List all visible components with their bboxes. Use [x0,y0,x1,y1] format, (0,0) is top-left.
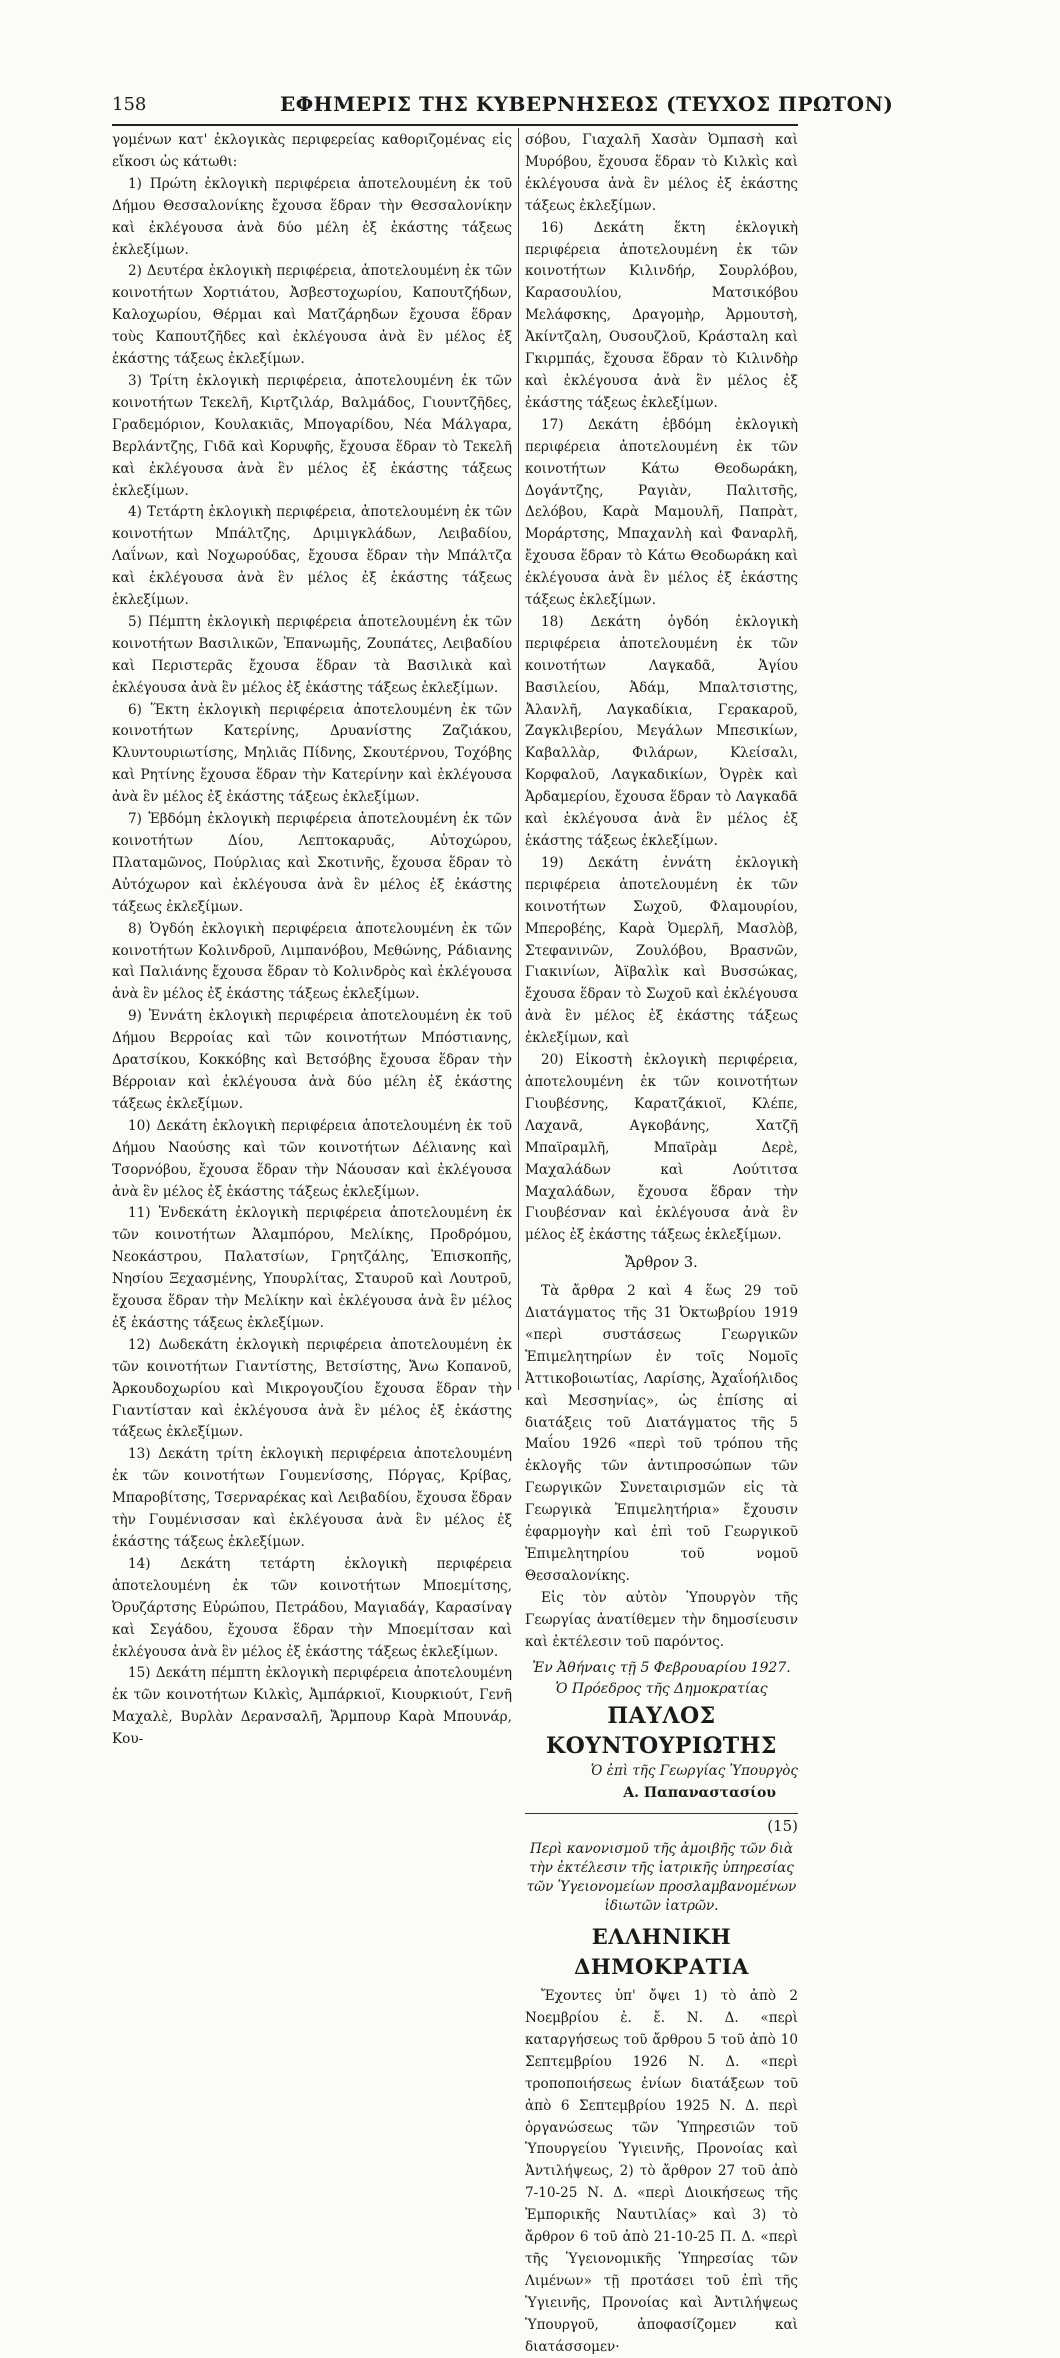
paragraph: 19) Δεκάτη ἐννάτη ἐκλογικὴ περιφέρεια ἀποτελουμένη ἐκ τῶν κοινοτήτων Σωχοῦ, Φλαμουρίου, Μπεροβέης, Καρὰ Ὀμερλῆ, Μασλὸβ, Στεφανινῶν, Ζουλόβου, Βρασνῶν, Γιακινίων, Ἀϊβαλὶκ καὶ Βυσσώκας, ἔχουσα ἕδραν τὸ Σωχοῦ καὶ ἐκλέγουσα ἀνὰ ἓν μέλος ἐξ ἑκάστης τάξεως ἐκλεξίμων, καὶ [525,854,798,1047]
paragraph: 2) Δευτέρα ἐκλογικὴ περιφέρεια, ἀποτελουμένη ἐκ τῶν κοινοτήτων Χορτιάτου, Ἀσβεστοχωρίου, Καπουτζήδων, Καλοχωρίου, Θέρμαι καὶ Ματζάρηδων ἔχουσα ἕδραν τοὺς Καπουτζῆδες καὶ ἐκλέγουσα ἀνὰ ἓν μέλος ἐξ ἑκάστης τάξεως ἐκλεξίμων. [112,263,512,368]
header-rule [112,124,798,126]
paragraph: 16) Δεκάτη ἕκτη ἐκλογικὴ περιφέρεια ἀποτελουμένη ἐκ τῶν κοινοτήτων Κιλινδήρ, Σουρλόβου, Καρασουλίου, Ματσικόβου Μελάφσκης, Δραγομὴρ, Ἀρμουτσὴ, Ἀκίντζαλη, Ουσουζλοῦ, Κράσταλη καὶ Γκιρμπάς, ἔχουσα ἕδραν τὸ Κιλινδὴρ καὶ ἐκλέγουσα ἀνὰ ἓν μέλος ἐξ ἑκάστης τάξεως ἐκλεξίμων. [525,219,798,411]
paragraph: 15) Δεκάτη πέμπτη ἐκλογικὴ περιφέρεια ἀποτελουμένη ἐκ τῶν κοινοτήτων Κιλκὶς, Ἀμπάρκιοϊ, Κιουρκιούτ, Γενῆ Μαχαλὲ, Βυρλὰν Δερανσαλῆ, Ἄρμπουρ Καρὰ Μπουνάρ, Κου- [112,1665,512,1748]
decree-number: (15) [767,1817,798,1836]
minister-name: Α. Παπαναστασίου [623,1785,776,1802]
preamble: Ἔχοντες ὑπ' ὄψει 1) τὸ ἀπὸ 2 Νοεμβρίου ἐ. ἔ. Ν. Δ. «περὶ καταργήσεως τοῦ ἄρθρου 5 τοῦ ἀπὸ 10 Σεπτεμβρίου 1926 Ν. Δ. «περὶ τροποποιήσεως ἐνίων διατάξεων τοῦ ἀπὸ 6 Σεπτεμβρίου 1925 Ν. Δ. περὶ ὀργανώσεως τῶν Ὑπηρεσιῶν τοῦ Ὑπουργείου Ὑγιεινῆς, Προνοίας καὶ Ἀντιλήψεως, 2) τὸ ἄρθρον 27 τοῦ ἀπὸ 7-10-25 Ν. Δ. «περὶ Διοικήσεως τῆς Ἐμπορικῆς Ναυτιλίας» καὶ 3) τὸ ἄρθρον 6 τοῦ ἀπὸ 21-10-25 Π. Δ. «περὶ τῆς Ὑγειονομικῆς Ὑπηρεσίας τῶν Λιμένων» τῇ προτάσει τοῦ ἐπὶ τῆς Ὑγιεινῆς, Προνοίας καὶ Ἀντιλήψεως Ὑπουργοῦ, ἀποφασίζομεν καὶ διατάσσομεν· [525,1988,798,2355]
paragraph: 1) Πρώτη ἐκλογικὴ περιφέρεια ἀποτελουμένη ἐκ τοῦ Δήμου Θεσσαλονίκης ἔχουσα ἕδραν τὴν Θεσσαλονίκην καὶ ἐκλέγουσα ἀνὰ δύο μέλη ἐξ ἑκάστης τάξεως ἐκλεξίμων. [112,175,512,258]
paragraph: 14) Δεκάτη τετάρτη ἐκλογικὴ περιφέρεια ἀποτελουμένη ἐκ τῶν κοινοτήτων Μποεμίτσης, Ὀρυζάρτσης Εὐρώπου, Πετράδου, Μαγιαδάγ, Καρασίναγ καὶ Σεγάδου, ἔχουσα ἕδραν τὴν Μποεμίτσαν καὶ ἐκλέγουσα ἀνὰ ἓν μέλος ἐξ ἑκάστης τάξεως ἐκλεξίμων. [112,1555,512,1660]
paragraph: 8) Ὀγδόη ἐκλογικὴ περιφέρεια ἀποτελουμένη ἐκ τῶν κοινοτήτων Κολινδροῦ, Λιμπανόβου, Μεθώνης, Ράδιανης καὶ Παλιάνης ἔχουσα ἕδραν τὸ Κολινδρὸς καὶ ἐκλέγουσα ἀνὰ ἓν μέλος ἐξ ἑκάστης τάξεως ἐκλεξίμων. [112,920,512,1003]
assignment-text: Εἰς τὸν αὐτὸν Ὑπουργὸν τῆς Γεωργίας ἀνατίθεμεν τὴν δημοσίευσιν καὶ ἐκτέλεσιν τοῦ παρόντος. [525,1589,798,1650]
decree-subject: Περὶ κανονισμοῦ τῆς ἀμοιβῆς τῶν διὰ τὴν ἐκτέλεσιν τῆς ἰατρικῆς ὑπηρεσίας τῶν Ὑγειονομείων προσλαμβανομένων ἰδιωτῶν ἰατρῶν. [526,1841,797,1915]
paragraph: 12) Δωδεκάτη ἐκλογικὴ περιφέρεια ἀποτελουμένη ἐκ τῶν κοινοτήτων Γιαντίστης, Βετσίστης, Ἄνω Κοπανοῦ, Ἀρκουδοχωρίου καὶ Μικρογουζίου ἔχουσα ἕδραν τὴν Γιαντίσταν καὶ ἐκλέγουσα ἀνὰ ἓν μέλος ἐξ ἑκάστης τάξεως ἐκλεξίμων. [112,1336,512,1441]
right-column [525,130,798,2358]
paragraph: 13) Δεκάτη τρίτη ἐκλογικὴ περιφέρεια ἀποτελουμένη ἐκ τῶν κοινοτήτων Γουμενίσσης, Πόργας, Κρίβας, Μπαροβίτσης, Τσερναρέκας καὶ Λειβαδίου, ἔχουσα ἕδραν τὴν Γουμένισσαν καὶ ἐκλέγουσα ἀνὰ ἓν μέλος ἐξ ἑκάστης τάξεως ἐκλεξίμων. [112,1446,512,1550]
paragraph: 9) Ἐννάτη ἐκλογικὴ περιφέρεια ἀποτελουμένη ἐκ τοῦ Δήμου Βερροίας καὶ τῶν κοινοτήτων Μπόστιανης, Δρατσίκου, Κοκκόβης καὶ Βετσόβης ἔχουσα ἕδραν τὴν Βέρροιαν καὶ ἐκλέγουσα ἀνὰ δύο μέλη ἐξ ἑκάστης τάξεως ἐκλεξίμων. [112,1008,512,1112]
paragraph: σόβου, Γιαχαλῆ Χασὰν Ὀμπασὴ καὶ Μυρόβου, ἔχουσα ἕδραν τὸ Κιλκὶς καὶ ἐκλέγουσα ἀνὰ ἓν μέλος ἐξ ἑκάστης τάξεως ἐκλεξίμων. [525,132,798,214]
paragraph: 20) Εἰκοστὴ ἐκλογικὴ περιφέρεια, ἀποτελουμένη ἐκ τῶν κοινοτήτων Γιουβέσνης, Καρατζάκιοϊ, Κλέπε, Λαχανᾶ, Αγκοβάνης, Χατζῆ Μπαϊραμλῆ, Μπαϊρὰμ Δερὲ, Μαχαλάδων καὶ Λούτιτσα Μαχαλάδων, ἔχουσα ἕδραν τὴν Γιουβέσναν καὶ ἐκλέγουσα ἀνὰ ἓν μέλος ἐξ ἑκάστης τάξεως ἐκλεξίμων. [525,1052,798,1244]
president-title: Ὁ Πρόεδρος τῆς Δημοκρατίας [555,1681,768,1698]
article-heading: Ἄρθρον 3. [625,1255,698,1272]
paragraph: 7) Ἑβδόμη ἐκλογικὴ περιφέρεια ἀποτελουμένη ἐκ τῶν κοινοτήτων Δίου, Λεπτοκαρυᾶς, Αὐτοχώρου, Πλαταμῶνος, Πούρλιας καὶ Σκοτινῆς, ἔχουσα ἕδραν τὸ Αὐτόχωρον καὶ ἐκλέγουσα ἀνὰ ἓν μέλος ἐξ ἑκάστης τάξεως ἐκλεξίμων. [112,811,512,915]
page-number: 158 [112,94,147,115]
paragraph: γομένων κατ' ἐκλογικὰς περιφερείας καθοριζομένας εἰς εἴκοσι ὡς κάτωθι: [112,132,512,170]
paragraph: 11) Ἑνδεκάτη ἐκλογικὴ περιφέρεια ἀποτελουμένη ἐκ τῶν κοινοτήτων Ἀλαμπόρου, Μελίκης, Προδρόμου, Νεοκάστρου, Παλατσίων, Γρητζάλης, Ἐπισκοπῆς, Νησίου Ξεχασμένης, Υπουρλίτας, Σταυροῦ καὶ Λουτροῦ, ἔχουσα ἕδραν τὴν Μελίκην καὶ ἐκλέγουσα ἀνὰ ἓν μέλος ἐξ ἑκάστης τάξεως ἐκλεξίμων. [112,1205,512,1331]
republic-heading: ΕΛΛΗΝΙΚΗ ΔΗΜΟΚΡΑΤΙΑ [574,1924,749,1980]
paragraph: 10) Δεκάτη ἐκλογικὴ περιφέρεια ἀποτελουμένη ἐκ τοῦ Δήμου Ναούσης καὶ τῶν κοινοτήτων Δέλιανης καὶ Τσορνόβου, ἔχουσα ἕδραν τὴν Νάουσαν καὶ ἐκλέγουσα ἀνὰ ἓν μέλος ἐξ ἑκάστης τάξεως ἐκλεξίμων. [112,1117,512,1200]
paragraph: 4) Τετάρτη ἐκλογικὴ περιφέρεια, ἀποτελουμένη ἐκ τῶν κοινοτήτων Μπάλτζης, Δριμιγκλάδων, Λειβαδίου, Λαΐνων, καὶ Νοχωρούδας, ἔχουσα ἕδραν τὴν Μπάλτζα καὶ ἐκλέγουσα ἀνὰ ἓν μέλος ἐξ ἑκάστης τάξεως ἐκλεξίμων. [112,504,512,609]
paragraph: 3) Τρίτη ἐκλογικὴ περιφέρεια, ἀποτελουμένη ἐκ τῶν κοινοτήτων Τεκελῆ, Κιρτζιλάρ, Βαλμάδος, Γιουντζῆδες, Γραδεμόριον, Κουλακιᾶς, Μπογαρίδου, Νέα Μάλγαρα, Βερλάντζης, Γιδᾶ καὶ Κορυφῆς, ἔχουσα ἕδραν τὸ Τεκελῆ καὶ ἐκλέγουσα ἀνὰ ἓν μέλος ἐξ ἑκάστης τάξεως ἐκλεξίμων. [112,372,512,499]
paragraph: 17) Δεκάτη ἑβδόμη ἐκλογικὴ περιφέρεια ἀποτελουμένη ἐκ τῶν κοινοτήτων Κάτω Θεοδωράκη, Δογάντζης, Ραγιὰν, Παλιτσῆς, Δελόβου, Καρὰ Μαμουλῆ, Παπρὰτ, Μοράρτσης, Μπαχανλὴ καὶ Φαναρλῆ, ἔχουσα ἕδραν τὸ Κάτω Θεοδωράκη καὶ ἐκλέγουσα ἀνὰ ἓν μέλος ἐξ ἑκάστης τάξεως ἐκλεξίμων. [525,416,798,609]
paragraph: 6) Ἕκτη ἐκλογικὴ περιφέρεια ἀποτελουμένη ἐκ τῶν κοινοτήτων Κατερίνης, Δρυανίστης Ζαζιάκου, Κλυντουριωτίσης, Μηλιᾶς Πίδνης, Σκουτέρνου, Τοχόβης καὶ Ρητίνης ἔχουσα ἕδραν τὴν Κατερίνην καὶ ἐκλέγουσα ἀνὰ ἓν μέλος ἐξ ἑκάστης τάξεως ἐκλεξίμων. [112,701,512,806]
page-header [112,92,894,122]
column-divider [518,128,519,1390]
left-column [112,130,512,1751]
president-name: ΠΑΥΛΟΣ ΚΟΥΝΤΟΥΡΙΩΤΗΣ [546,1703,777,1760]
paragraph: 5) Πέμπτη ἐκλογικὴ περιφέρεια ἀποτελουμένη ἐκ τῶν κοινοτήτων Βασιλικῶν, Ἐπανωμῆς, Ζουπάτες, Λειβαδίου καὶ Περιστερᾶς ἔχουσα ἕδραν τὰ Βασιλικὰ καὶ ἐκλέγουσα ἀνὰ ἓν μέλος ἐξ ἑκάστης τάξεως ἐκλεξίμων. [112,613,512,696]
article-text: Τὰ ἄρθρα 2 καὶ 4 ἕως 29 τοῦ Διατάγματος τῆς 31 Ὀκτωβρίου 1919 «περὶ συστάσεως Γεωργικῶν Ἐπιμελητηρίων ἐν τοῖς Νομοῖς Ἀττικοβοιωτίας, Λαρίσης, Ἀχαΐοήλιδος καὶ Μεσσηνίας», ὡς ἐπίσης αἱ διατάξεις τοῦ Διατάγματος τῆς 5 Μαΐου 1926 «περὶ τοῦ τρόπου τῆς ἐκλογῆς τῶν ἀντιπροσώπων τῶν Γεωργικῶν Συνεταιρισμῶν εἰς τὰ Γεωργικὰ Ἐπιμελητήρια» ἔχουσιν ἐφαρμογὴν καὶ ἐπὶ τοῦ Γεωργικοῦ Ἐπιμελητηρίου τοῦ νομοῦ Θεσσαλονίκης. [525,1283,798,1584]
date-line: Ἐν Ἀθήναις τῇ 5 Φεβρουαρίου 1927. [532,1659,791,1676]
minister-title: Ὁ ἐπὶ τῆς Γεωργίας Ὑπουργὸς [590,1763,798,1780]
section-rule [525,1813,798,1814]
paragraph: 18) Δεκάτη ὀγδόη ἐκλογικὴ περιφέρεια ἀποτελουμένη ἐκ τῶν κοινοτήτων Λαγκαδᾶ, Ἁγίου Βασιλείου, Ἀδάμ, Μπαλτσιστης, Ἀλανλῆ, Λαγκαδίκια, Γερακαροῦ, Ζαγκλιβερίου, Μεγάλων Μπεσικίων, Καβαλλὰρ, Φιλάρων, Κλείσαλι, Κορφαλοῦ, Λαγκαδικίων, Ὀγρὲκ καὶ Ἀρδαμερίου, ἔχουσα ἕδραν τὸ Λαγκαδᾶ καὶ ἐκλέγουσα ἀνὰ ἓν μέλος ἐξ ἑκάστης τάξεως ἐκλεξίμων. [525,613,798,849]
gazette-title: ΕΦΗΜΕΡΙΣ ΤΗΣ ΚΥΒΕΡΝΗΣΕΩΣ (ΤΕΥΧΟΣ ΠΡΩΤΟΝ) [280,92,894,116]
